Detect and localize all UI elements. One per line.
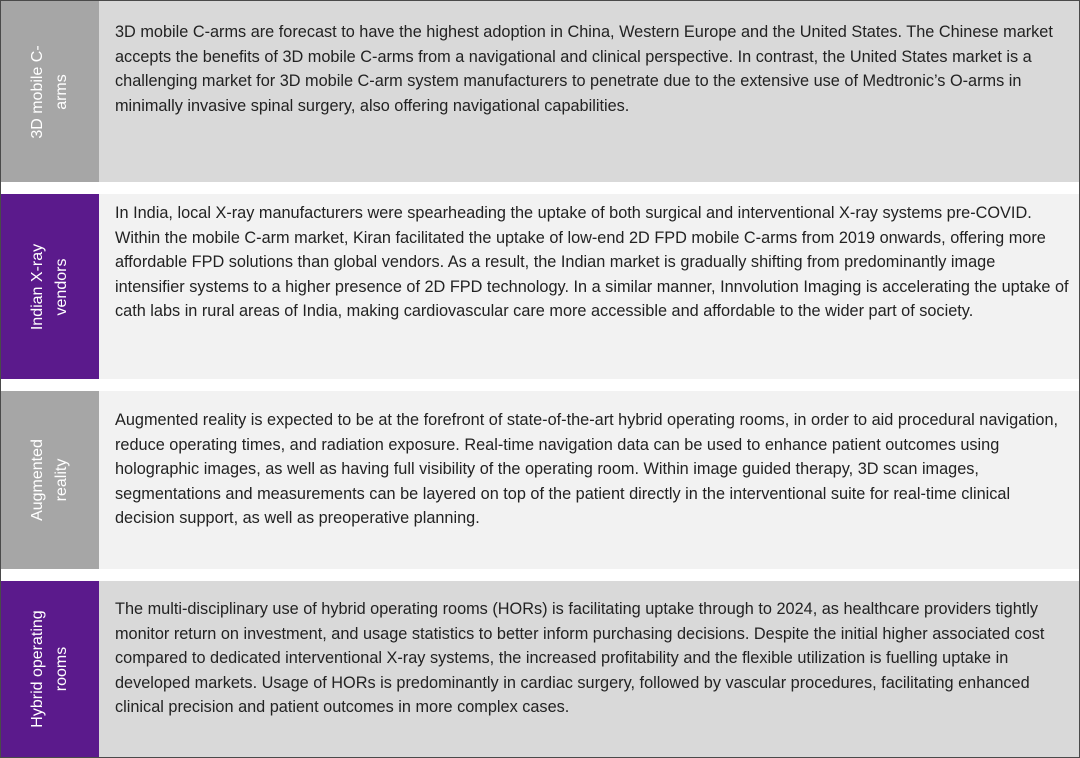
table-row [1, 194, 1079, 379]
table-row [1, 1, 1079, 182]
row-description: The multi-disciplinary use of hybrid operating rooms (HORs) is facilitating uptake through to 2024, as healthcare providers tightly monitor return on investment, and usage statistics to better inform purchasing decisions. Despite the initial higher associated cost compared to dedicated interventional X-ray systems, the increased profitability and the flexible utilization is fuelling uptake in developed markets. Usage of HORs is predominantly in cardiac surgery, followed by vascular procedures, facilitating enhanced clinical precision and patient outcomes in more complex cases. [115, 600, 1045, 717]
row-label: 3D mobile C- arms [29, 44, 70, 139]
row-label-cell [1, 1, 99, 182]
row-label: Hybrid operating rooms [29, 610, 70, 728]
row-description: 3D mobile C-arms are forecast to have the highest adoption in China, Western Europe and the United States. The Chinese market accepts the benefits of 3D mobile C-arms from a navigational and clinical perspective. In contrast, the United States market is a challenging market for 3D mobile C-arm system manufacturers to penetrate due to the extensive use of Medtronic’s O-arms in minimally invasive spinal surgery, also offering navigational capabilities. [115, 23, 1053, 115]
table-row [1, 391, 1079, 569]
row-label-cell [1, 391, 99, 569]
row-label: Augmented reality [29, 439, 70, 521]
row-description: Augmented reality is expected to be at the forefront of state-of-the-art hybrid operating rooms, in order to aid procedural navigation, reduce operating times, and radiation exposure. Real-time navigation data can be used to enhance patient outcomes using holographic images, as well as having full visibility of the operating room. Within image guided therapy, 3D scan images, segmentations and measurements can be layered on top of the patient directly in the interventional suite for real-time clinical decision support, as well as preoperative planning. [115, 411, 1059, 528]
row-body-cell [99, 1, 1079, 182]
row-body-cell [99, 581, 1079, 757]
row-description: In India, local X-ray manufacturers were spearheading the uptake of both surgical and interventional X-ray systems pre-COVID. Within the mobile C-arm market, Kiran facilitated the uptake of low-end 2D FPD mobile C-arms from 2019 onwards, offering more affordable FPD solutions than global vendors. As a result, the Indian market is gradually shifting from predominantly image intensifier systems to a higher presence of 2D FPD technology. In a similar manner, Innvolution Imaging is accelerating the uptake of cath labs in rural areas of India, making cardiovascular care more accessible and affordable to the wider part of society. [115, 204, 1069, 321]
row-body-cell [99, 391, 1079, 569]
row-label: Indian X-ray vendors [29, 243, 70, 330]
row-label-cell [1, 194, 99, 379]
table-row [1, 581, 1079, 757]
row-body-cell [99, 194, 1079, 379]
row-label-cell [1, 581, 99, 757]
